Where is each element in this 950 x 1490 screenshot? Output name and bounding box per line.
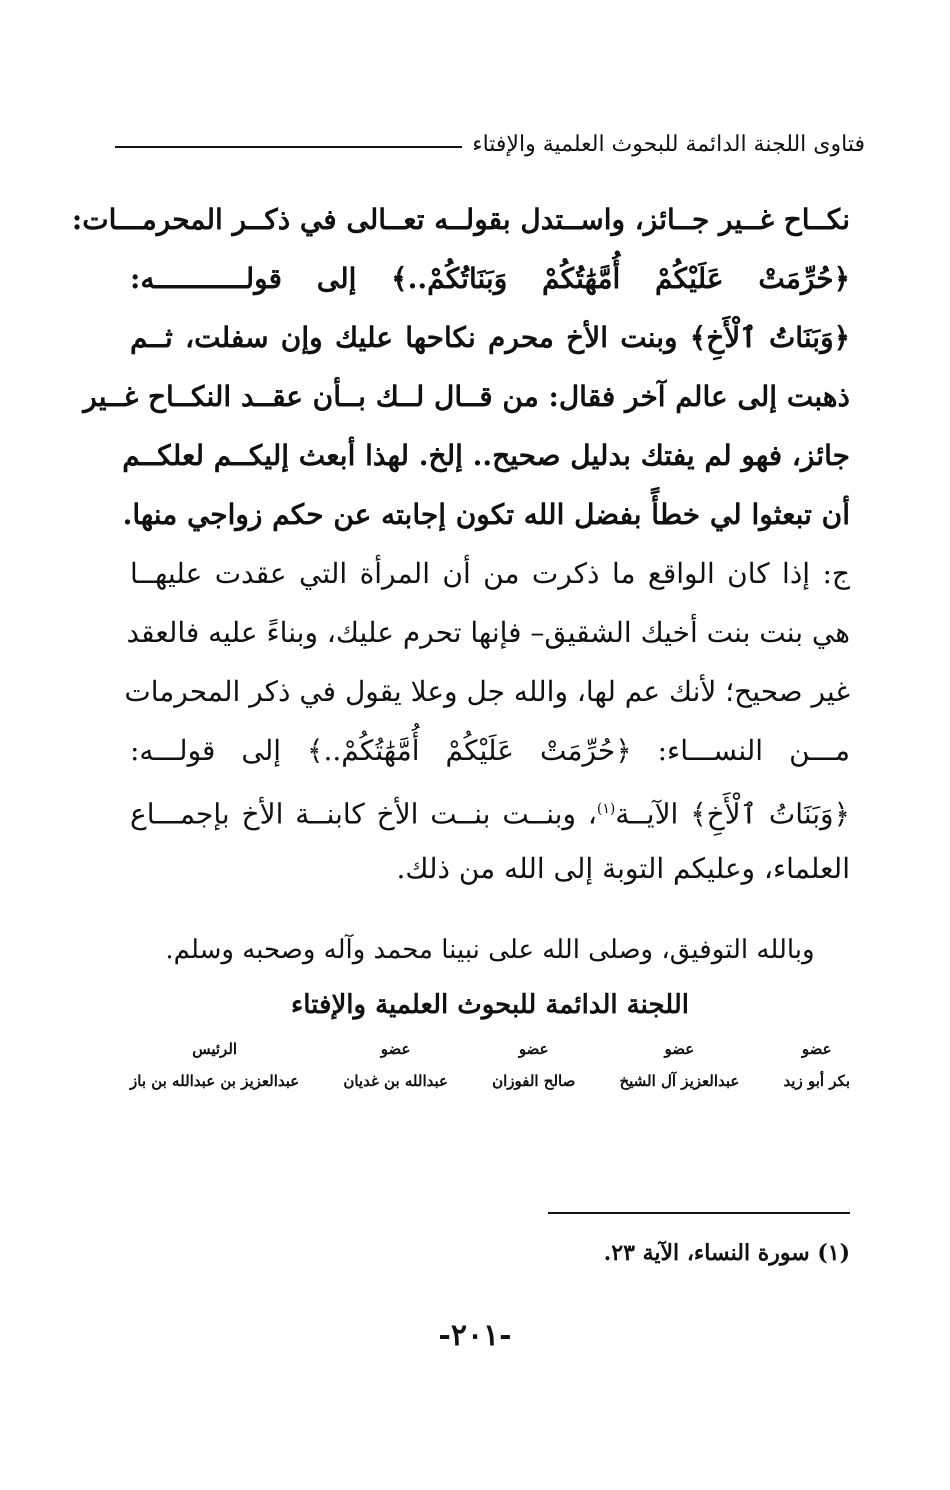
footnote-marker: (١): [596, 801, 616, 817]
text-line: ﴿حُرِّمَتْ عَلَيْكُمْ أُمَّهَٰتُكُمْ وَبَنَاتُكُمْ..﴾ إلى قولـــــــــــه:: [130, 262, 850, 295]
signer: [783, 1040, 850, 1090]
signer-name: صالح الفوزان: [492, 1072, 576, 1090]
signers: [130, 1040, 850, 1090]
signer: [343, 1040, 448, 1090]
signer-name: عبدالعزيز بن عبدالله بن باز: [130, 1072, 300, 1090]
signer-name: بكر أبو زيد: [783, 1072, 850, 1090]
answer-line-with-footnote: [130, 780, 850, 839]
running-header-title: فتاوى اللجنة الدائمة للبحوث العلمية والإفتاء: [472, 132, 865, 157]
question-text: [71, 190, 850, 898]
signer-role: عضو: [518, 1040, 549, 1058]
signer-name: عبدالله بن غديان: [343, 1072, 448, 1090]
text-line: أن تبعثوا لي خطأً بفضل الله تكون إجابته عن حكم زواجي منها.: [122, 498, 850, 531]
signer-role: عضو: [380, 1040, 411, 1058]
signer: [130, 1040, 299, 1090]
answer-line-part: ، وبنــت بنــت الأخ كابنــة الأخ بإجمـــاع: [130, 797, 597, 831]
footnote: (١) سورة النساء، الآية ٢٣.: [603, 1240, 850, 1266]
signer: [619, 1040, 739, 1090]
page-number: -٢٠١-: [438, 1318, 512, 1353]
text-line: نكــاح غــير جــائز، واســتدل بقولــه تعــالى في ذكــر المحرمـــات:: [71, 203, 850, 236]
closing-text: وبالله التوفيق، وصلى الله على نبينا محمد وآله وصحبه وسلم.: [165, 935, 815, 965]
signer-name: عبدالعزيز آل الشيخ: [619, 1072, 740, 1090]
committee-name: اللجنة الدائمة للبحوث العلمية والإفتاء: [291, 990, 689, 1020]
answer-line: العلماء، وعليكم التوبة إلى الله من ذلك.: [396, 852, 850, 885]
text-line: جائز، فهو لم يفتك بدليل صحيح.. إلخ. لهذا أبعث إليكــم لعلكــم: [122, 439, 850, 472]
header-rule: [115, 146, 462, 148]
signer: [492, 1040, 575, 1090]
signer-role: عضو: [801, 1040, 832, 1058]
signer-role: الرئيس: [192, 1040, 238, 1058]
answer-line: هي بنت بنت أخيك الشقيق– فإنها تحرم عليك، وبناءً عليه فالعقد: [126, 616, 850, 649]
answer-line: غير صحيح؛ لأنك عم لها، والله جل وعلا يقول في ذكر المحرمات: [124, 675, 850, 708]
footnote-rule: [548, 1212, 850, 1214]
text-line: ذهبت إلى عالم آخر فقال: من قــال لــك بــأن عقــد النكــاح غــير: [83, 380, 850, 413]
text-line: ﴿وَبَنَاتُ ٱلْأَخِ﴾ وبنت الأخ محرم نكاحها عليك وإن سفلت، ثــم: [130, 321, 850, 354]
answer-line-part: ﴿وَبَنَاتُ ٱلْأَخِ﴾ الآيــة: [615, 797, 850, 831]
answer-line: ج: إذا كان الواقع ما ذكرت من أن المرأة التي عقدت عليهــا: [130, 557, 850, 590]
running-header: [115, 132, 865, 157]
answer-line: مـــن النســـاء: ﴿حُرِّمَتْ عَلَيْكُمْ أُمَّهَٰتُكُمْ..﴾ إلى قولـــه:: [130, 734, 850, 767]
signer-role: عضو: [664, 1040, 695, 1058]
